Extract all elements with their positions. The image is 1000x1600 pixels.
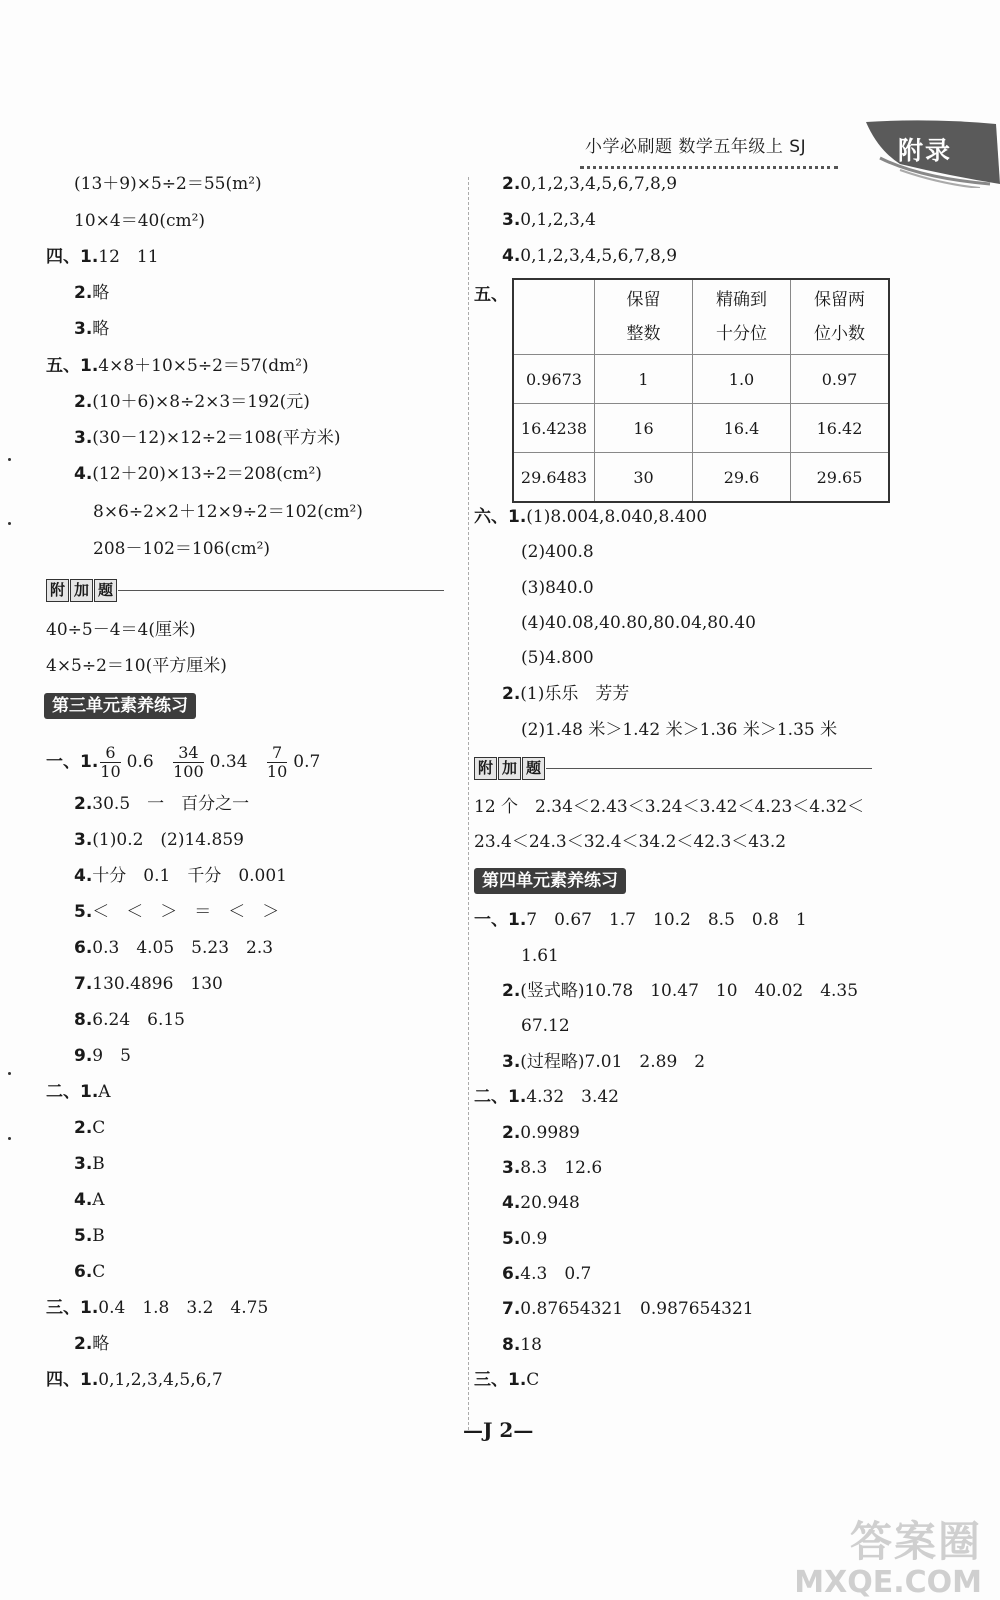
question-number: 5. bbox=[502, 1229, 521, 1249]
answer-text: 9 5 bbox=[92, 1046, 131, 1066]
answer-line: 1.61 bbox=[521, 946, 559, 966]
answer-text: A bbox=[92, 1190, 105, 1210]
question-number: 6. bbox=[74, 938, 93, 958]
answer-line bbox=[502, 209, 596, 231]
question-number: 一、1. bbox=[474, 910, 527, 930]
tag-char: 附 bbox=[474, 757, 497, 780]
answer-line bbox=[74, 1117, 105, 1139]
fraction-numerator: 34 bbox=[173, 744, 204, 763]
answer-line bbox=[474, 1369, 539, 1391]
table-cell: 0.9673 bbox=[513, 355, 595, 404]
tag-char: 题 bbox=[94, 579, 117, 602]
answer-text: 7 0.67 1.7 10.2 8.5 0.8 1 bbox=[526, 910, 807, 930]
tag-char: 加 bbox=[70, 579, 93, 602]
tag-char: 题 bbox=[522, 757, 545, 780]
answer-text: C bbox=[526, 1370, 540, 1390]
answer-line bbox=[74, 793, 249, 815]
answer-text: 略 bbox=[92, 283, 110, 303]
table-cell: 16.42 bbox=[791, 404, 890, 453]
answer-line: (4)40.08,40.80,80.04,80.40 bbox=[521, 613, 756, 633]
answer-line: 8×6÷2×2＋12×9÷2＝102(cm²) bbox=[93, 502, 363, 522]
question-number: 8. bbox=[502, 1335, 521, 1355]
answer-text: 0.9 bbox=[520, 1229, 548, 1249]
answer-line bbox=[502, 683, 629, 705]
answer-line bbox=[502, 1157, 602, 1179]
answer-line bbox=[502, 245, 677, 267]
answer-text: 0.34 bbox=[209, 752, 248, 772]
table-cell: 1 bbox=[595, 355, 693, 404]
answer-line bbox=[74, 865, 287, 887]
answer-text: (竖式略)10.78 10.47 10 40.02 4.35 bbox=[520, 981, 859, 1001]
answer-text: A bbox=[98, 1082, 111, 1102]
tag-rule bbox=[118, 590, 444, 591]
table-cell: 29.65 bbox=[791, 453, 890, 503]
header-title: 小学必刷题 数学五年级上 SJ bbox=[585, 137, 807, 157]
table-cell: 30 bbox=[595, 453, 693, 503]
answer-text: 20.948 bbox=[520, 1193, 580, 1213]
answer-line bbox=[46, 1369, 223, 1391]
tag-char: 附 bbox=[46, 579, 69, 602]
fraction-denominator: 100 bbox=[173, 762, 204, 781]
question-number: 一、1. bbox=[46, 752, 99, 772]
question-number: 3. bbox=[502, 1158, 521, 1178]
answer-text: 0,1,2,3,4,5,6,7 bbox=[98, 1370, 223, 1390]
fraction bbox=[100, 744, 120, 781]
tag-rule bbox=[546, 768, 872, 769]
answer-line: 4×5÷2＝10(平方厘米) bbox=[46, 656, 227, 676]
answer-text: 8.3 12.6 bbox=[520, 1158, 603, 1178]
answer-line bbox=[502, 1298, 754, 1320]
question-number: 2. bbox=[74, 794, 93, 814]
answer-line bbox=[502, 1263, 591, 1285]
answer-line bbox=[74, 937, 273, 959]
question-number: 7. bbox=[74, 974, 93, 994]
question-number: 五、1. bbox=[46, 356, 99, 376]
question-number: 4. bbox=[74, 464, 93, 484]
answer-text: 130.4896 130 bbox=[92, 974, 223, 994]
answer-line bbox=[46, 1081, 111, 1103]
question-number: 9. bbox=[74, 1046, 93, 1066]
question-number: 2. bbox=[74, 1118, 93, 1138]
table-header-row bbox=[513, 279, 889, 355]
scan-speck bbox=[8, 522, 11, 525]
answer-line bbox=[74, 1153, 105, 1175]
table-header-cell bbox=[693, 279, 791, 355]
answer-text: 6.24 6.15 bbox=[92, 1010, 185, 1030]
unit-4-banner: 第四单元素养练习 bbox=[474, 868, 626, 894]
table-header-cell bbox=[595, 279, 693, 355]
answer-text: (1)乐乐 芳芳 bbox=[520, 684, 630, 704]
answer-text: B bbox=[92, 1226, 105, 1246]
answer-line: 10×4＝40(cm²) bbox=[74, 211, 206, 231]
answer-text: (12＋20)×13÷2＝208(cm²) bbox=[92, 464, 322, 484]
answer-line: (13＋9)×5÷2＝55(m²) bbox=[74, 174, 262, 194]
answer-text: 0.9989 bbox=[520, 1123, 580, 1143]
answer-text: 4.3 0.7 bbox=[520, 1264, 592, 1284]
scan-speck bbox=[8, 1137, 11, 1140]
answer-line bbox=[46, 246, 159, 268]
answer-text: 0,1,2,3,4,5,6,7,8,9 bbox=[520, 246, 678, 266]
question-number: 2. bbox=[502, 1123, 521, 1143]
answer-line: 67.12 bbox=[521, 1016, 570, 1036]
answer-line bbox=[46, 355, 309, 377]
answer-text: 0,1,2,3,4 bbox=[520, 210, 596, 230]
question-number: 6. bbox=[74, 1262, 93, 1282]
question-number: 2. bbox=[74, 1334, 93, 1354]
appendix-tab-label: 附录 bbox=[898, 136, 953, 165]
rounding-table bbox=[512, 278, 890, 503]
answer-line bbox=[74, 829, 244, 851]
question-number: 6. bbox=[502, 1264, 521, 1284]
question-number: 7. bbox=[502, 1299, 521, 1319]
question-number: 5. bbox=[74, 902, 93, 922]
column-divider bbox=[468, 177, 469, 1430]
answer-line bbox=[74, 463, 322, 485]
header-line: 整数 bbox=[626, 324, 661, 344]
answer-text: 0,1,2,3,4,5,6,7,8,9 bbox=[520, 174, 678, 194]
watermark bbox=[794, 1509, 982, 1600]
answer-text: 4.32 3.42 bbox=[526, 1087, 619, 1107]
answer-line bbox=[474, 284, 508, 306]
table-row bbox=[513, 355, 889, 404]
answer-line bbox=[74, 1009, 185, 1031]
question-number: 3. bbox=[74, 428, 93, 448]
table-cell: 0.97 bbox=[791, 355, 890, 404]
answer-line bbox=[74, 1189, 105, 1211]
answer-text: (1)0.2 (2)14.859 bbox=[92, 830, 244, 850]
answer-line bbox=[474, 1086, 619, 1108]
answer-text: 十分 0.1 千分 0.001 bbox=[92, 866, 287, 886]
answer-text: 略 bbox=[92, 1334, 110, 1354]
answer-line bbox=[74, 391, 310, 413]
answer-line: (5)4.800 bbox=[521, 648, 594, 668]
question-number: 四、1. bbox=[46, 1370, 99, 1390]
scan-speck bbox=[8, 1072, 11, 1075]
answer-line bbox=[74, 1261, 105, 1283]
question-number: 3. bbox=[74, 830, 93, 850]
fraction-denominator: 10 bbox=[266, 762, 288, 781]
answer-line bbox=[474, 506, 707, 528]
table-cell: 1.0 bbox=[693, 355, 791, 404]
answer-line bbox=[502, 1334, 542, 1356]
answer-text: B bbox=[92, 1154, 105, 1174]
answer-line bbox=[74, 901, 279, 923]
answer-text: 4×8＋10×5÷2＝57(dm²) bbox=[98, 356, 309, 376]
answer-line bbox=[502, 1051, 705, 1073]
table-cell: 29.6 bbox=[693, 453, 791, 503]
table-header-cell bbox=[791, 279, 890, 355]
answer-text: 0.4 1.8 3.2 4.75 bbox=[98, 1298, 269, 1318]
answer-line bbox=[46, 742, 320, 782]
table-header-cell bbox=[513, 279, 595, 355]
table-cell: 29.6483 bbox=[513, 453, 595, 503]
answer-line bbox=[502, 1228, 547, 1250]
answer-text: (1)8.004,8.040,8.400 bbox=[526, 507, 708, 527]
question-number: 二、1. bbox=[474, 1087, 527, 1107]
fraction bbox=[173, 744, 204, 781]
answer-text: (过程略)7.01 2.89 2 bbox=[520, 1052, 706, 1072]
answer-line bbox=[74, 1333, 109, 1355]
header-dotted-rule bbox=[580, 166, 838, 169]
scan-speck bbox=[8, 458, 11, 461]
table-cell: 16.4238 bbox=[513, 404, 595, 453]
fraction-numerator: 7 bbox=[267, 744, 287, 763]
table-row bbox=[513, 453, 889, 503]
question-number: 2. bbox=[502, 174, 521, 194]
extra-question-tag bbox=[474, 756, 546, 780]
answer-line: (2)1.48 米＞1.42 米＞1.36 米＞1.35 米 bbox=[521, 720, 838, 740]
header-line: 保留两 bbox=[814, 290, 865, 310]
answer-line: (3)840.0 bbox=[521, 578, 594, 598]
question-number: 2. bbox=[74, 283, 93, 303]
question-number: 5. bbox=[74, 1226, 93, 1246]
question-number: 3. bbox=[502, 210, 521, 230]
table-cell: 16 bbox=[595, 404, 693, 453]
answer-line bbox=[502, 980, 858, 1002]
answer-text: C bbox=[92, 1262, 106, 1282]
answer-line bbox=[74, 1225, 105, 1247]
question-number: 三、1. bbox=[474, 1370, 527, 1390]
answer-line bbox=[474, 909, 807, 931]
answer-line bbox=[74, 318, 109, 340]
question-number: 2. bbox=[74, 392, 93, 412]
answer-line bbox=[502, 1122, 580, 1144]
answer-line bbox=[502, 1192, 580, 1214]
answer-line: 40÷5－4＝4(厘米) bbox=[46, 620, 196, 640]
answer-line: (2)400.8 bbox=[521, 542, 594, 562]
question-number: 4. bbox=[74, 866, 93, 886]
question-number: 二、1. bbox=[46, 1082, 99, 1102]
watermark-logo-text: 答案圈 bbox=[849, 1517, 982, 1566]
question-number: 2. bbox=[502, 684, 521, 704]
answer-line bbox=[74, 427, 340, 449]
watermark-url: MXQE.COM bbox=[794, 1565, 982, 1600]
fraction bbox=[267, 744, 287, 781]
header-line: 十分位 bbox=[716, 324, 767, 344]
unit-3-banner: 第三单元素养练习 bbox=[44, 693, 196, 719]
answer-text: 0.3 4.05 5.23 2.3 bbox=[92, 938, 274, 958]
answer-line bbox=[46, 1297, 268, 1319]
answer-text: ＜ ＜ ＞ ＝ ＜ ＞ bbox=[92, 902, 280, 922]
table-cell: 16.4 bbox=[693, 404, 791, 453]
question-number: 8. bbox=[74, 1010, 93, 1030]
answer-text: (10＋6)×8÷2×3＝192(元) bbox=[92, 392, 310, 412]
answer-line: 12 个 2.34＜2.43＜3.24＜3.42＜4.23＜4.32＜ bbox=[474, 797, 865, 817]
question-number: 3. bbox=[74, 319, 93, 339]
answer-line: 208－102＝106(cm²) bbox=[93, 539, 271, 559]
answer-line bbox=[74, 1045, 131, 1067]
answer-text: 12 11 bbox=[98, 247, 159, 267]
question-number: 三、1. bbox=[46, 1298, 99, 1318]
fraction-denominator: 10 bbox=[100, 762, 121, 781]
answer-text: 0.87654321 0.987654321 bbox=[520, 1299, 754, 1319]
question-number: 2. bbox=[502, 981, 521, 1001]
question-number: 4. bbox=[502, 246, 521, 266]
answer-line bbox=[502, 173, 677, 195]
header-line: 精确到 bbox=[716, 290, 767, 310]
answer-text: 0.7 bbox=[293, 752, 321, 772]
question-number: 四、1. bbox=[46, 247, 99, 267]
question-number: 五、 bbox=[474, 285, 508, 305]
answer-text: C bbox=[92, 1118, 106, 1138]
header-line: 位小数 bbox=[814, 324, 865, 344]
header-line: 保留 bbox=[626, 290, 661, 310]
answer-line: 23.4＜24.3＜32.4＜34.2＜42.3＜43.2 bbox=[474, 832, 787, 852]
question-number: 4. bbox=[74, 1190, 93, 1210]
page-number: —J 2— bbox=[463, 1418, 534, 1442]
question-number: 六、1. bbox=[474, 507, 527, 527]
extra-question-tag bbox=[46, 578, 118, 602]
answer-line bbox=[74, 282, 109, 304]
answer-text: 略 bbox=[92, 319, 110, 339]
tag-char: 加 bbox=[498, 757, 521, 780]
answer-line bbox=[74, 973, 223, 995]
answer-text: (30－12)×12÷2＝108(平方米) bbox=[92, 428, 341, 448]
question-number: 3. bbox=[502, 1052, 521, 1072]
fraction-numerator: 6 bbox=[100, 744, 120, 763]
question-number: 3. bbox=[74, 1154, 93, 1174]
question-number: 4. bbox=[502, 1193, 521, 1213]
answer-text: 30.5 一 百分之一 bbox=[92, 794, 250, 814]
answer-text: 0.6 bbox=[126, 752, 154, 772]
table-row bbox=[513, 404, 889, 453]
answer-text: 18 bbox=[520, 1335, 542, 1355]
